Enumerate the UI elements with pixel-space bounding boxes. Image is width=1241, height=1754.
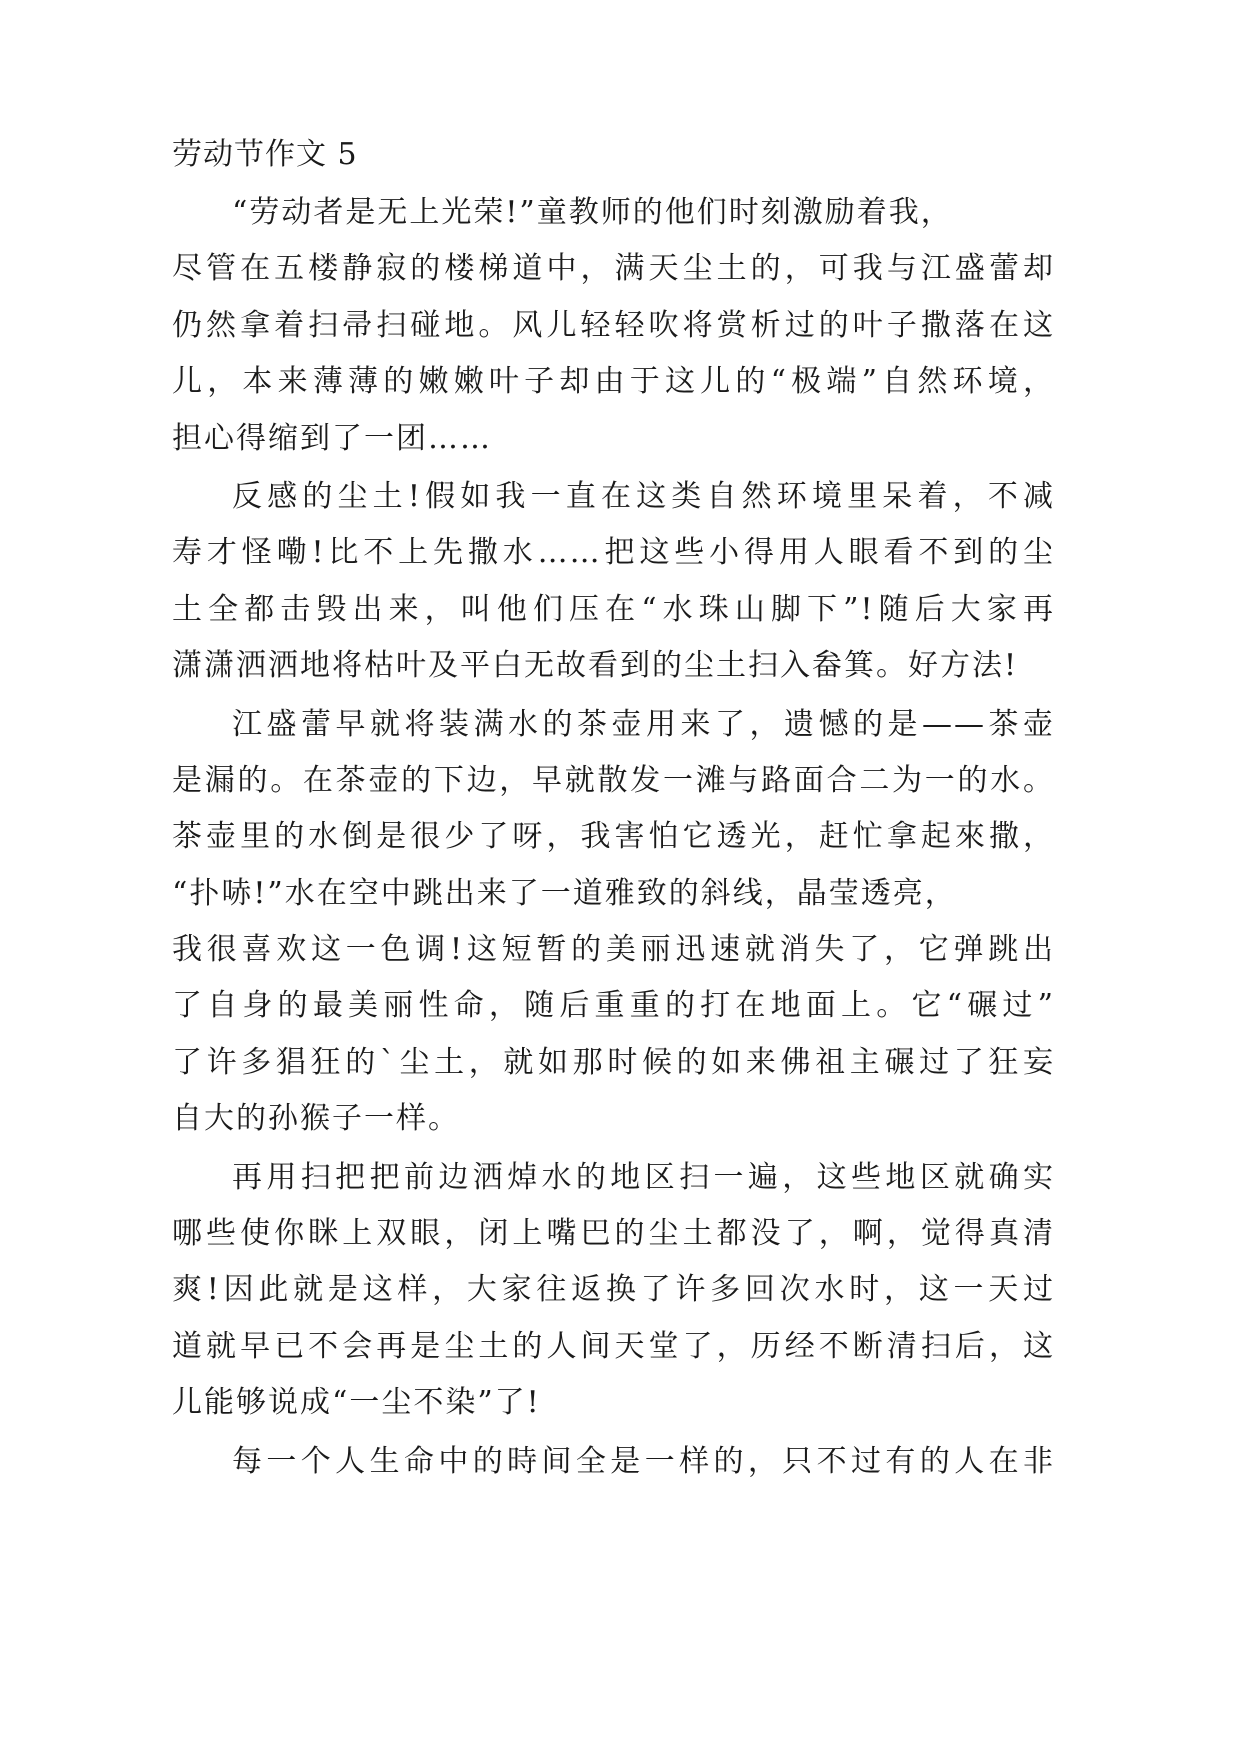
text-line: 仍然拿着扫帚扫碰地。风儿轻轻吹将赏析过的叶子撒落在这 xyxy=(172,307,1055,343)
text-line: 儿，本来薄薄的嫩嫩叶子却由于这儿的“极端”自然环境， xyxy=(172,364,1055,400)
essay-body xyxy=(172,127,1055,1490)
essay-paragraph xyxy=(172,1434,1055,1490)
text-line: 自大的孙猴子一样。 xyxy=(172,1101,460,1137)
text-line: 茶壶里的水倒是很少了呀，我害怕它透光，赶忙拿起來撒， xyxy=(172,819,1055,855)
text-line: 再用扫把把前边洒焯水的地区扫一遍，这些地区就确实 xyxy=(232,1159,1055,1195)
essay-paragraph xyxy=(172,185,1055,467)
text-line: 潇潇洒洒地将枯叶及平白无故看到的尘土扫入畚箕。好方法! xyxy=(172,648,1019,684)
essay-paragraph xyxy=(172,697,1055,1148)
text-line: 道就早已不会再是尘土的人间天堂了，历经不断清扫后，这 xyxy=(172,1328,1055,1364)
text-line: “劳动者是无上光荣!”童教师的他们时刻激励着我， xyxy=(232,195,953,230)
essay-paragraph xyxy=(172,1150,1055,1432)
text-line: 了自身的最美丽性命，随后重重的打在地面上。它“碾过” xyxy=(172,988,1055,1024)
text-line: “扑哧!”水在空中跳出来了一道雅致的斜线，晶莹透亮， xyxy=(172,875,957,911)
text-line: 寿才怪嘞!比不上先撒水……把这些小得用人眼看不到的尘 xyxy=(172,535,1055,571)
text-line: 反感的尘土!假如我一直在这类自然环境里呆着，不减 xyxy=(232,478,1055,514)
text-line: 儿能够说成“一尘不染”了! xyxy=(172,1385,541,1421)
text-line: 哪些使你眯上双眼，闭上嘴巴的尘土都没了，啊，觉得真清 xyxy=(172,1216,1055,1252)
text-line: 担心得缩到了一团…… xyxy=(172,420,492,456)
text-line: 是漏的。在茶壶的下边，早就散发一滩与路面合二为一的水。 xyxy=(172,762,1055,798)
text-line: 爽!因此就是这样，大家往返换了许多回次水时，这一天过 xyxy=(172,1272,1055,1308)
text-line: 土全都击毁出来，叫他们压在“水珠山脚下”!随后大家再 xyxy=(172,591,1055,627)
text-line: 了许多猖狂的`尘土，就如那时候的如来佛祖主碾过了狂妄 xyxy=(172,1044,1055,1080)
text-line: 江盛蕾早就将装满水的茶壶用来了，遗憾的是——茶壶 xyxy=(232,706,1055,742)
text-line: 每一个人生命中的時间全是一样的，只不过有的人在非 xyxy=(232,1443,1055,1479)
text-line: 尽管在五楼静寂的楼梯道中，满天尘土的，可我与江盛蕾却 xyxy=(172,251,1055,287)
essay-paragraph xyxy=(172,469,1055,695)
essay-title: 劳动节作文 5 xyxy=(172,137,358,172)
text-line: 我很喜欢这一色调!这短暂的美丽迅速就消失了，它弹跳出 xyxy=(172,932,1055,968)
